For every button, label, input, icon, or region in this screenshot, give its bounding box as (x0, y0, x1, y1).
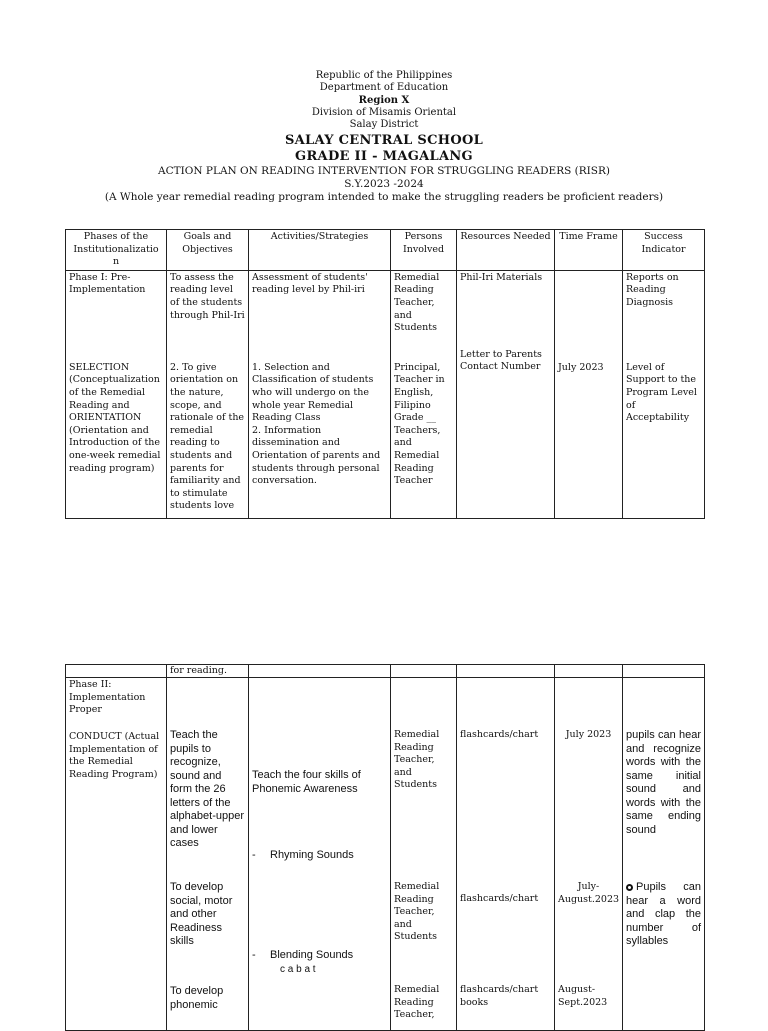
persons-principal: Principal, Teacher in English, Filipino Grade __ Teachers, and Remedial Reading Teacher (394, 361, 445, 487)
phase-selection: SELECTION (Conceptualization of the Remedial Reading and ORIENTATION (Orientation and Introduction of the one-week remedial reading program) (69, 361, 161, 474)
plan-subtitle: (A Whole year remedial reading program intended to make the struggling readers be proficient readers) (104, 191, 664, 203)
indicator-cell (623, 270, 705, 518)
goal-assess: To assess the reading level of the students through Phil-Iri (170, 271, 245, 321)
activity-cell (249, 678, 391, 1031)
header-region: Region X (358, 95, 410, 106)
header-department: Department of Education (319, 82, 449, 93)
action-plan-table-2 (65, 664, 705, 1031)
header-persons: Persons Involved (391, 230, 457, 271)
indicator-support: Level of Support to the Program Level of Acceptability (626, 361, 697, 424)
header-activities: Activities/Strategies (249, 230, 391, 271)
goal-readiness: To develop social, motor and other Readiness skills (170, 881, 233, 947)
header-time-frame: Time Frame (555, 230, 623, 271)
indicator-r2: Pupils can hear a word and clap the number of syllables (626, 881, 701, 947)
header-goals: Goals and Objectives (167, 230, 249, 271)
phase-cell (66, 270, 167, 518)
resources-cell (457, 678, 555, 1031)
goal-letters: Teach the pupils to recognize, sound and form the 26 letters of the alphabet-upper and lower cases (170, 729, 245, 849)
activity-rhyming: Rhyming Sounds (270, 849, 354, 861)
activity-phonemic-awareness: Teach the four skills of Phonemic Awareness (252, 769, 361, 795)
plan-title: ACTION PLAN ON READING INTERVENTION FOR STRUGGLING READERS (RISR) (158, 165, 610, 177)
goal-cell (167, 270, 249, 518)
indicator-cell (623, 678, 705, 1031)
school-name: SALAY CENTRAL SCHOOL (284, 133, 484, 148)
activity-assessment: Assessment of students' reading level by Phil-iri (252, 271, 368, 296)
table-row (66, 678, 705, 1031)
time-r2: July-August.2023 (558, 881, 620, 905)
table-row (66, 665, 705, 678)
phase-pre-implementation: Phase I: Pre-Implementation (69, 271, 146, 296)
time-r3: August-Sept.2023 (558, 984, 608, 1008)
resources-cell (457, 270, 555, 518)
time-july-2023: July 2023 (558, 361, 604, 373)
goal-orientation: 2. To give orientation on the nature, scope, and rationale of the remedial reading to students and parents for familiarity and to stimulate students love (170, 361, 245, 512)
persons-r3: Remedial Reading Teacher, (394, 984, 440, 1021)
time-cell (555, 270, 623, 518)
dash-marker: - (252, 849, 256, 861)
resources-r1: flashcards/chart (460, 729, 539, 740)
time-cell (555, 678, 623, 1031)
school-year: S.Y.2023 -2024 (344, 178, 424, 190)
action-plan-table-1 (65, 229, 705, 519)
header-district: Salay District (349, 119, 419, 130)
header-success-indicator: Success Indicator (623, 230, 705, 271)
header-republic: Republic of the Philippines (315, 70, 453, 81)
goal-cell (167, 678, 249, 1031)
persons-r2: Remedial Reading Teacher, and Students (394, 881, 440, 943)
goal-phonemic: To develop phonemic (170, 985, 224, 1011)
persons-cell (391, 678, 457, 1031)
phase-conduct: CONDUCT (Actual Implementation of the Remedial Reading Program) (69, 731, 160, 780)
activity-blending: Blending Sounds (270, 949, 354, 961)
persons-remedial: Remedial Reading Teacher, and Students (394, 271, 440, 334)
activity-example: c a b a t (280, 963, 316, 975)
header-division: Division of Misamis Oriental (311, 107, 457, 118)
phase-cell (66, 678, 167, 1031)
phase-implementation: Phase II: Implementation Proper (69, 679, 146, 716)
resources-r3: flashcards/chart books (460, 984, 539, 1008)
header-resources: Resources Needed (457, 230, 555, 271)
grade-section: GRADE II - MAGALANG (295, 149, 473, 164)
indicator-r1: pupils can hear and recognize words with the same initial sound and words with the same ending sound (626, 729, 701, 836)
persons-cell (391, 270, 457, 518)
indicator-reports: Reports on Reading Diagnosis (626, 271, 679, 308)
activity-cell (249, 270, 391, 518)
bullet-icon (626, 884, 633, 891)
table-row (66, 270, 705, 518)
dash-marker: - (252, 949, 256, 961)
goal-continued: for reading. (167, 665, 249, 678)
resources-r2: flashcards/chart (460, 893, 539, 904)
persons-r1: Remedial Reading Teacher, and Students (394, 729, 440, 791)
resources-phil-iri: Phil-Iri Materials (460, 271, 543, 283)
activity-selection: 1. Selection and Classification of students who will undergo on the whole year Remedial Reading Class (252, 361, 374, 424)
table-header-row (66, 230, 705, 271)
resources-letter: Letter to Parents Contact Number (460, 348, 542, 373)
header-phases: Phases of the Institutionalizatio n (66, 230, 167, 271)
activity-information: 2. Information dissemination and Orientation of parents and students through personal conversation. (252, 424, 381, 487)
time-r1: July 2023 (565, 729, 612, 740)
